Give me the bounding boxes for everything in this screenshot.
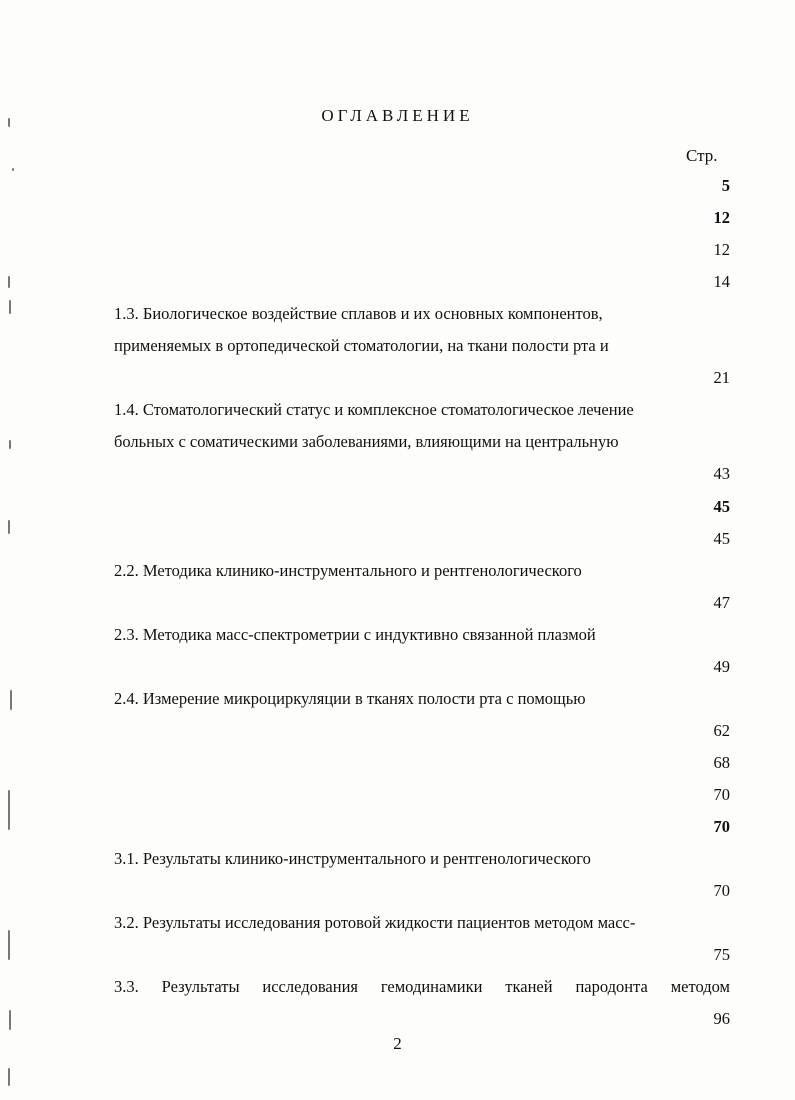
toc-entry	[114, 238, 730, 262]
page-number: 2	[393, 1034, 402, 1053]
scan-speck	[8, 118, 10, 127]
toc-chapter-entry	[114, 174, 730, 198]
toc-entry-page: 45	[114, 527, 730, 551]
toc-entry	[114, 687, 730, 711]
toc-entry	[114, 623, 730, 647]
scan-speck	[8, 520, 10, 534]
toc-entry-page: 21	[114, 366, 730, 390]
toc-entry	[114, 462, 730, 486]
scan-speck	[8, 1068, 10, 1086]
toc-entry	[114, 751, 730, 775]
toc-entry	[114, 943, 730, 967]
toc-entry	[114, 302, 730, 326]
toc-entry-page: 70	[114, 783, 730, 807]
toc-entry-page: 12	[114, 206, 730, 230]
toc-entry	[114, 559, 730, 583]
toc-entry-text: применяемых в ортопедической стоматологии, на ткани полости рта и	[114, 334, 730, 358]
toc-entry	[114, 366, 730, 390]
scan-speck	[12, 168, 14, 171]
toc-entry-page: 70	[114, 879, 730, 903]
toc-entry	[114, 783, 730, 807]
toc-entry-page: 45	[114, 495, 730, 519]
toc-entry-page: 75	[114, 943, 730, 967]
toc-entry	[114, 719, 730, 743]
toc-entry-text: 3.3. Результаты исследования гемодинамики тканей пародонта методом	[114, 975, 730, 999]
page-column-label: Стр.	[686, 146, 718, 165]
toc-entry	[114, 847, 730, 871]
scan-speck	[9, 1010, 11, 1030]
toc-entry-text: 3.2. Результаты исследования ротовой жидкости пациентов методом масс-	[114, 911, 730, 935]
toc-entry-text: 2.4. Измерение микроциркуляции в тканях полости рта с помощью	[114, 687, 730, 711]
toc-entry-text: 3.1. Результаты клинико-инструментального и рентгенологического	[114, 847, 730, 871]
toc-entry-page: 62	[114, 719, 730, 743]
toc-entry-page: 43	[114, 462, 730, 486]
toc-entry-page: 47	[114, 591, 730, 615]
toc-entry-page: 12	[114, 238, 730, 262]
scan-speck	[9, 300, 11, 314]
scan-speck	[8, 790, 10, 830]
toc-entry	[114, 1007, 730, 1031]
toc-entry	[114, 879, 730, 903]
toc-entry-text: 1.3. Биологическое воздействие сплавов и их основных компонентов,	[114, 302, 730, 326]
toc-entry-text: 2.3. Методика масс-спектрометрии с индуктивно связанной плазмой	[114, 623, 730, 647]
toc-chapter-entry	[114, 815, 730, 839]
scan-speck	[10, 690, 12, 710]
toc-entry	[114, 655, 730, 679]
toc-entry-page: 5	[114, 174, 730, 198]
toc-chapter-entry	[114, 206, 730, 230]
toc-entry	[114, 911, 730, 935]
toc-entry	[114, 430, 730, 454]
toc-entry-page: 14	[114, 270, 730, 294]
toc-entry-text: 2.2. Методика клинико-инструментального и рентгенологического	[114, 559, 730, 583]
scan-speck	[8, 276, 10, 288]
toc-chapter-entry	[114, 495, 730, 519]
toc-entry	[114, 527, 730, 551]
toc-entry-page: 70	[114, 815, 730, 839]
toc-entry-page: 68	[114, 751, 730, 775]
toc-entry-page: 96	[114, 1007, 730, 1031]
toc-entry-text: больных с соматическими заболеваниями, влияющими на центральную	[114, 430, 730, 454]
toc-title: ОГЛАВЛЕНИЕ	[321, 106, 474, 125]
toc-entry-text: 1.4. Стоматологический статус и комплексное стоматологическое лечение	[114, 398, 730, 422]
toc-entry-page: 49	[114, 655, 730, 679]
toc-entry	[114, 334, 730, 358]
toc-entry	[114, 398, 730, 422]
toc-entry	[114, 975, 730, 999]
scan-speck	[9, 440, 11, 449]
toc-entry	[114, 270, 730, 294]
scan-speck	[8, 930, 10, 960]
toc-entry	[114, 591, 730, 615]
